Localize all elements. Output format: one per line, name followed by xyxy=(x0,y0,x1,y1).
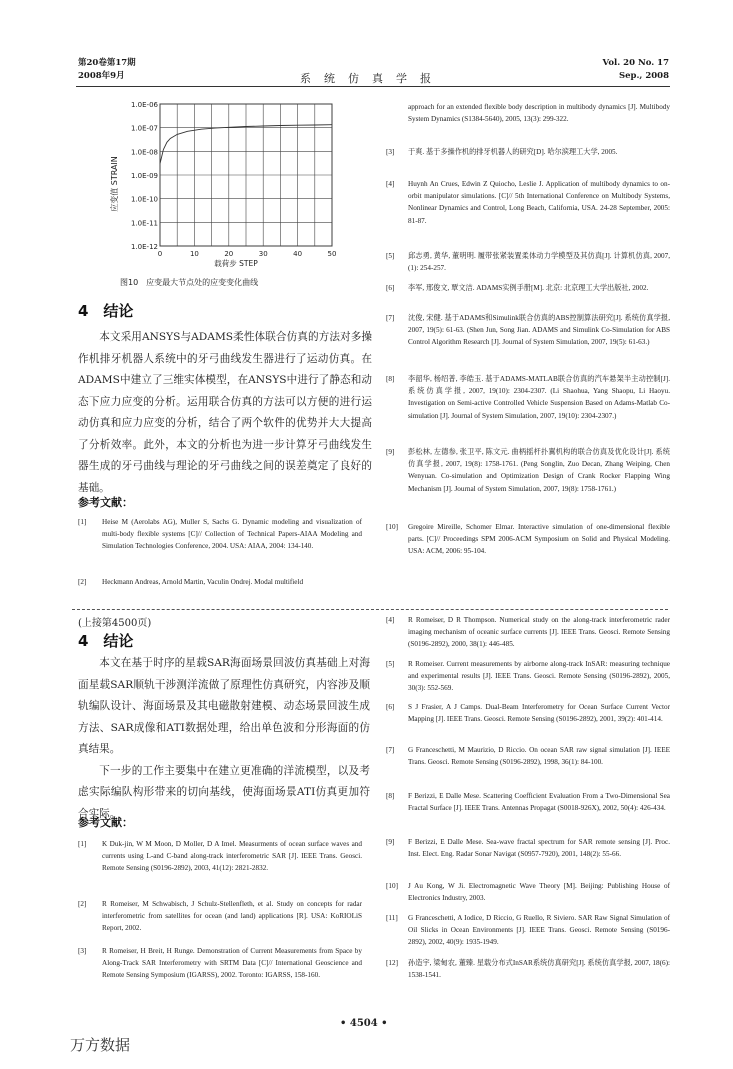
y-tick-label: 1.0E-09 xyxy=(131,172,158,180)
y-tick-label: 1.0E-11 xyxy=(131,219,158,228)
date-cn: 2008年9月 xyxy=(78,71,125,81)
reference-text: 李韶华, 杨绍普, 李皓玉. 基于ADAMS-MATLAB联合仿真的汽车悬架半主动控制[J]. 系统仿真学报, 2007, 19(10): 2304-2307. (Li Shaohua, Yang Shaopu, Li Haoyu. Investigation on Semi-active Controlled Vehicle Suspension Based on Adams-Matlab Co- simulation [J]. Journal of System Simulation, 2007, 19(10): 2304-2307.) xyxy=(408,375,670,420)
x-tick-label: 50 xyxy=(327,250,337,258)
reference-number: [3] xyxy=(386,148,395,156)
reference-text: F Berizzi, E Dalle Mese. Scattering Coefficient Evaluation From a Two-Dimensional Sea Fractal Surface [J]. IEEE Trans. Antennas Propagat (S0018-926X), 2002, 50(4): 426-434. xyxy=(408,792,670,813)
reference-text: R Romeiser, D R Thompson. Numerical study on the along-track interferometric rader imaging mechanism of oceanic surface currents [J]. IEEE Trans. Geosci. Remote Sensing (S0196-2892), 2000, 38(1): 446-485. xyxy=(408,616,670,649)
y-tick-label: 1.0E-07 xyxy=(131,124,158,133)
y-tick-label: 1.0E-10 xyxy=(131,195,158,204)
reference-text: 沈俊, 宋健. 基于ADAMS和Simulink联合仿真的ABS控制算法研究[J]. 系统仿真学报, 2007, 19(5): 61-63. (Shen Jun, Song Jian. ADAMS and Simulink Co-Simulation for ABS Control Algorithm Research [J]. Journal of System Simulation, 2007, 19(5): 61-63.) xyxy=(408,314,670,347)
reference-text: Heise M (Aerolabs AG), Muller S, Sachs G. Dynamic modeling and visualization of multi-body flexible systems [C]// Collection of Technical Papers-AIAA Modeling and Simulation Technologies Conference, 2004. USA: AIAA, 2004: 134-140. xyxy=(102,518,362,551)
reference-item xyxy=(386,312,670,349)
reference-text: 彭松林, 左德参, 张卫平, 陈文元. 曲柄摇杆扑翼机构的联合仿真及优化设计[J]. 系统仿真学报, 2007, 19(8): 1758-1761. (Peng Songlin, Zuo Decan, Zhang Weiping, Chen Wenyuan. Co-simulation and Optimization Design of Crank Rocker Flapping Wing Mechanism [J]. Journal of System Simulation, 2007, 19(8): 1758-1761.) xyxy=(408,448,670,493)
reference-text: 于爽. 基于多操作机的排牙机器人的研究[D]. 哈尔滨理工大学, 2005. xyxy=(408,148,618,156)
reference-number: [1] xyxy=(78,518,87,526)
chart-y-label: 应变值 STRAIN xyxy=(110,156,119,212)
reference-number: [2] xyxy=(78,900,87,908)
reference-number: [8] xyxy=(386,375,395,383)
reference-item xyxy=(386,790,670,814)
source-watermark: 万方数据 xyxy=(70,1036,131,1054)
x-tick-label: 40 xyxy=(293,250,303,258)
reference-item xyxy=(78,898,362,935)
reference-text: 孙造宇, 梁甸农, 董臻. 星载分布式InSAR系统仿真研究[J]. 系统仿真学报, 2007, 18(6): 1538-1541. xyxy=(408,959,670,980)
x-tick-label: 20 xyxy=(224,250,234,258)
reference-number: [7] xyxy=(386,314,395,322)
reference-text: G Franceschetti, M Maurizio, D Riccio. On ocean SAR raw signal simulation [J]. IEEE Trans. Geosci. Remote Sensing (S0196-2892), 1998, 36(1): 84-100. xyxy=(408,746,670,767)
reference-item xyxy=(386,521,670,558)
reference-number: [5] xyxy=(386,252,395,260)
reference-item xyxy=(386,373,670,422)
conclusion-paragraph xyxy=(78,327,372,499)
section-heading-conclusion-2: 4 结论 xyxy=(78,632,134,650)
volume-cn: 第20卷第17期 xyxy=(78,58,136,68)
x-tick-label: 0 xyxy=(157,250,163,258)
reference-number: [6] xyxy=(386,284,395,292)
conclusion-2-text-1: 本文在基于时序的星载SAR海面场景回波仿真基础上对海面星载SAR顺轨干涉测洋流做了原理性仿真研究，内容涉及顺轨编队设计、海面场景及其电磁散射建模、动态场景回波生成方法、SAR成像和ATI数据处理，给出单色波和分形海面的仿真结果。 xyxy=(78,657,370,755)
reference-text: 邱志勇, 黄华, 董明明. 履带张紧装置柔体动力学模型及其仿真[J]. 计算机仿真, 2007, (1): 254-257. xyxy=(408,252,670,273)
reference-number: [12] xyxy=(386,959,398,967)
reference-item xyxy=(386,101,670,125)
reference-text: J Au Kong, W Ji. Electromagnetic Wave Theory [M]. Beijing: Publishing House of Electronics Industry, 2003. xyxy=(408,882,670,903)
journal-title: 系 统 仿 真 学 报 xyxy=(300,72,432,85)
conclusion-2-paragraphs xyxy=(78,653,370,825)
reference-number: [3] xyxy=(78,947,87,955)
reference-item xyxy=(386,446,670,495)
date-en: Sep., 2008 xyxy=(618,71,669,81)
x-tick-label: 30 xyxy=(258,250,268,258)
reference-text: S J Frasier, A J Camps. Dual-Beam Interferometry for Ocean Surface Current Vector Mapping [J]. IEEE Trans. Geosci. Remote Sensing (S0196-2892), 2001, 39(2): 401-414. xyxy=(408,703,670,724)
reference-text: 李军, 邢俊文, 覃文洁. ADAMS实例手册[M]. 北京: 北京理工大学出版社, 2002. xyxy=(408,284,649,292)
reference-number: [10] xyxy=(386,523,398,531)
x-tick-labels xyxy=(158,250,337,258)
reference-text: Heckmann Andreas, Arnold Martin, Vaculin Ondrej. Modal multifield xyxy=(102,578,304,586)
reference-number: [2] xyxy=(78,578,87,586)
header-rule xyxy=(76,86,670,87)
reference-item xyxy=(386,836,670,860)
x-tick-label: 10 xyxy=(189,250,199,258)
y-tick-label: 1.0E-12 xyxy=(131,243,158,251)
reference-text: R Romeiser, H Breit, H Runge. Demonstration of Current Measurements from Space by Along-Track SAR Interferometry with SRTM Data [C]// International Geoscience and Remote Sensing Symposium (IGARSS), 2002. Toronto: IGARSS, 158-160. xyxy=(102,947,362,980)
reference-item xyxy=(386,880,670,904)
reference-number: [11] xyxy=(386,914,398,922)
reference-item xyxy=(78,576,362,588)
reference-text: approach for an extended flexible body description in multibody dynamics [J]. Multibody System Dynamics (S1384-5640), 2005, 13(3): 299-322. xyxy=(408,103,670,124)
figure10-caption: 图10 应变最大节点处的应变变化曲线 xyxy=(120,278,259,287)
reference-item xyxy=(78,838,362,875)
reference-item xyxy=(386,957,670,981)
reference-text: R Romeiser, M Schwabisch, J Schulz-Stellenfleth, et al. Study on concepts for radar interferometric from satellites for ocean (and land) applications [R]. USA: KoRIOLiS Report, 2002. xyxy=(102,900,362,933)
reference-number xyxy=(386,101,408,125)
figure10-strain-chart xyxy=(100,96,340,268)
conclusion-text: 本文采用ANSYS与ADAMS柔性体联合仿真的方法对多操作机排牙机器人系统中的牙弓曲线发生器进行了运动仿真。在ADAMS中建立了三维实体模型，在ANSYS中进行了静态和动态下应力应变的分析。运用联合仿真的方法可以方便的进行运动仿真和应力应变的分析，结合了两个软件的优势并大大提高了分析效率。此外，本文的分析也为进一步计算牙弓曲线发生器生成的牙弓曲线与理论的牙弓曲线之间的误差奠定了良好的基础。 xyxy=(78,331,372,494)
reference-item xyxy=(386,701,670,725)
y-tick-labels xyxy=(131,101,159,251)
section-heading-conclusion: 4 结论 xyxy=(78,302,134,320)
y-tick-label: 1.0E-08 xyxy=(131,148,158,157)
reference-number: [6] xyxy=(386,703,395,711)
reference-number: [4] xyxy=(386,180,395,188)
y-tick-label: 1.0E-06 xyxy=(131,101,158,109)
reference-number: [4] xyxy=(386,616,395,624)
article-divider xyxy=(72,609,668,610)
reference-item xyxy=(386,146,670,158)
reference-number: [9] xyxy=(386,448,395,456)
reference-item xyxy=(78,945,362,982)
reference-item xyxy=(386,912,670,949)
reference-number: [7] xyxy=(386,746,395,754)
reference-text: K Duk-jin, W M Moon, D Moller, D A Imel. Measurments of ocean surface waves and currents using L-and C-band along-track interferometric SAR [J]. IEEE Trans. Geosci. Remote Sensing (S0196-2892), 2003, 41(12): 2821-2832. xyxy=(102,840,362,873)
reference-text: R Romeiser. Current measurements by airborne along-track InSAR: measuring technique and experimental results [J]. IEEE Trans. Geosci. Remote Sensing (S0196-2892), 2005, 30(3): 552-569. xyxy=(408,660,670,693)
reference-number: [1] xyxy=(78,840,87,848)
chart-x-label: 载荷步 STEP xyxy=(214,259,258,268)
volume-en: Vol. 20 No. 17 xyxy=(602,58,669,68)
reference-item xyxy=(386,658,670,695)
reference-item xyxy=(78,516,362,553)
page-number: • 4504 • xyxy=(340,1018,388,1029)
references-heading: 参考文献： xyxy=(78,496,133,509)
reference-number: [10] xyxy=(386,882,398,890)
reference-item xyxy=(386,614,670,651)
reference-text: Huynh An Crues, Edwin Z Quiocho, Leslie J. Application of multibody dynamics to on-orbit manipulator simulations. [C]// 5th International Conference on Multibody Systems, Nonlinear Dynamics and Control, Long Beach, California, USA. 24-28 September, 2005: 81-87. xyxy=(408,180,670,225)
conclusion-2-text-2: 下一步的工作主要集中在建立更准确的洋流模型，以及考虑实际编队构形带来的切向基线，使海面场景ATI仿真更加符合实际。 xyxy=(78,764,370,820)
reference-item xyxy=(386,178,670,227)
reference-text: F Berizzi, E Dalle Mese. Sea-wave fractal spectrum for SAR remote sensing [J]. Proc. Inst. Elect. Eng. Radar Sonar Navigat (S0957-7920), 2001, 148(2): 55-66. xyxy=(408,838,670,859)
reference-text: Gregoire Mireille, Schomer Elmar. Interactive simulation of one-dimensional flexible parts. [C]// Proceedings SPM 2006-ACM Symposium on Solid and Physical Modeling. USA: ACM, 2006: 95-104. xyxy=(408,523,670,556)
reference-item xyxy=(386,250,670,274)
reference-number: [5] xyxy=(386,660,395,668)
reference-number: [8] xyxy=(386,792,395,800)
references-heading-2: 参考文献： xyxy=(78,816,133,829)
reference-item xyxy=(386,282,670,294)
continued-note: (上接第4500页) xyxy=(78,618,152,629)
reference-item xyxy=(386,744,670,768)
reference-number: [9] xyxy=(386,838,395,846)
reference-text: G Franceschetti, A Iodice, D Riccio, G Ruello, R Siviero. SAR Raw Signal Simulation of Oil Slicks in Ocean Environments [J]. IEEE Trans. Geosci. Remote Sensing (S0196-2892), 2002, 40(9): 1935-1949. xyxy=(408,914,670,947)
